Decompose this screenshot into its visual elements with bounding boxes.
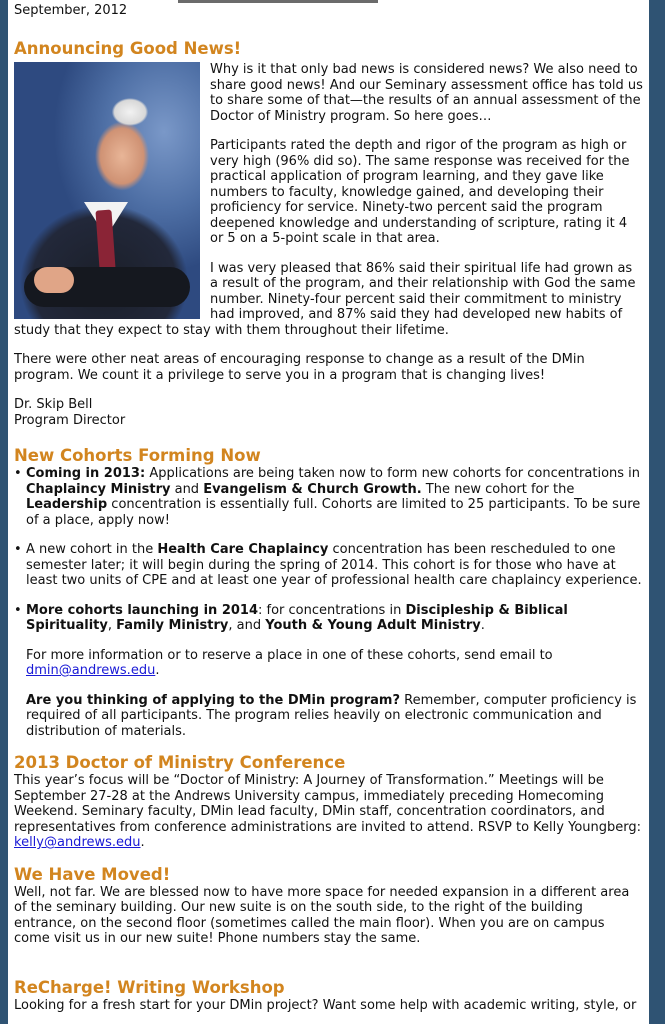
cohort-item-text: . [480,618,485,633]
cohort-item-2013 [14,466,643,528]
conference-body: This year’s focus will be “Doctor of Ministry: A Journey of Transformation.” Meetings will be September 27-28 at the Andrews University campus, immediately preceding Homecoming Weekend. Seminary faculty, DMin lead faculty, DMin staff, concentration coordinators, and representatives from conference administrations are invited to attend. RSVP to Kelly Youngberg: [14,773,641,835]
moved-text: Well, not far. We are blessed now to have more space for needed expansion in a different area of the seminary building. Our new suite is on the south side, to the right of the building entrance, on the second floor (sometimes called the main floor). When you are on campus come visit us in our new suite! Phone numbers stay the same. [14,884,630,946]
good-news-para-4: There were other neat areas of encouraging response to change as a result of the DMin program. We count it a privilege to serve you in a program that is changing lives! [14,352,585,383]
signature-name: Dr. Skip Bell [14,397,93,412]
recharge-heading: ReCharge! Writing Workshop [14,977,285,997]
conference-heading: 2013 Doctor of Ministry Conference [14,753,346,772]
cohort-item-text: Applications are being taken now to form new cohorts for concentrations in [145,466,641,481]
good-news-para-2: Participants rated the depth and rigor of the program as high or very high (96% did so). The same response was received for the practical application of program learning, and they gave like numbers to faculty, knowledge gained, and developing their proficiency for service. Ninety-two percent said the program deepened knowledge and understanding of scripture, rating it 4 or 5 on a 5-point scale in that area. [210,138,630,246]
recharge-text: Looking for a fresh start for your DMin project? Want some help with academic writing, style, or [14,997,637,1013]
bullet-icon: • [14,466,22,481]
good-news-heading: Announcing Good News! [14,39,242,58]
concentration-name: Family Ministry [116,618,229,633]
cohort-item-2014 [14,602,643,634]
cohort-item-text: The new cohort for the [421,481,575,497]
concentration-name: Leadership [26,497,108,512]
cohort-item-health-care [14,542,643,589]
cohort-info-text: For more information or to reserve a place in one of these cohorts, send email to [26,647,553,663]
cohort-item-text: and [170,481,204,497]
moved-heading: We Have Moved! [14,864,171,884]
concentration-name: Chaplaincy Ministry [26,481,171,497]
cohort-item-lead: More cohorts launching in 2014 [26,602,258,618]
kelly-email-link[interactable]: kelly@andrews.edu [14,835,141,850]
cohort-item-lead: Coming in 2013: [26,466,146,481]
good-news-section [14,62,643,428]
concentration-name: Youth & Young Adult Ministry [265,618,481,633]
cohort-item-text: , and [228,618,266,633]
newsletter-content [14,3,643,1013]
dmin-email-link[interactable]: dmin@andrews.edu [26,663,156,678]
concentration-name: Evangelism & Church Growth. [203,481,422,497]
cohort-apply-note [26,693,643,740]
cohorts-heading: New Cohorts Forming Now [14,446,261,465]
cohorts-list [14,466,643,739]
conference-text [14,773,643,851]
concentration-name: Discipleship & Biblical Spirituality [26,602,568,633]
cohort-info [26,648,643,679]
bullet-icon: • [14,602,22,618]
bullet-icon: • [14,542,22,557]
cohort-item-text: concentration has been rescheduled to one semester later; it will begin during the spring of 2014. This cohort is for those who have at least two units of CPE and at least one year of professional health care chaplaincy experience. [26,542,642,588]
cohort-item-text: A new cohort in the [26,542,158,557]
photo-hand [34,267,74,293]
signature-title: Program Director [14,412,126,428]
newsletter-page [8,0,649,1024]
apply-question: Are you thinking of applying to the DMin program? [26,692,401,708]
apply-text: Remember, computer proficiency is required of all participants. The program relies heavily on electronic communication and distribution of materials. [26,692,637,739]
conference-end: . [140,835,145,850]
cohort-item-text: concentration is essentially full. Cohorts are limited to 25 participants. To be sure of a place, apply now! [26,497,641,528]
cohort-item-text: : for concentrations in [258,602,406,618]
program-director-photo [14,62,200,319]
cohort-item-text: , [107,618,117,633]
issue-date: September, 2012 [14,3,128,18]
concentration-name: Health Care Chaplaincy [157,542,329,557]
good-news-para-3: I was very pleased that 86% said their spiritual life had grown as a result of the program, and their relationship with God the same number. Ninety-four percent said their commitment to ministry had improved, and 87% said they had developed new habits of study that they expect to stay with them throughout their lifetime. [14,260,636,338]
cohort-info-end: . [155,663,160,678]
good-news-para-1: Why is it that only bad news is considered news? We also need to share good news! And our Seminary assessment office has told us to share some of that—the results of an annual assessment of the Doctor of Ministry program. So here goes… [210,62,643,124]
